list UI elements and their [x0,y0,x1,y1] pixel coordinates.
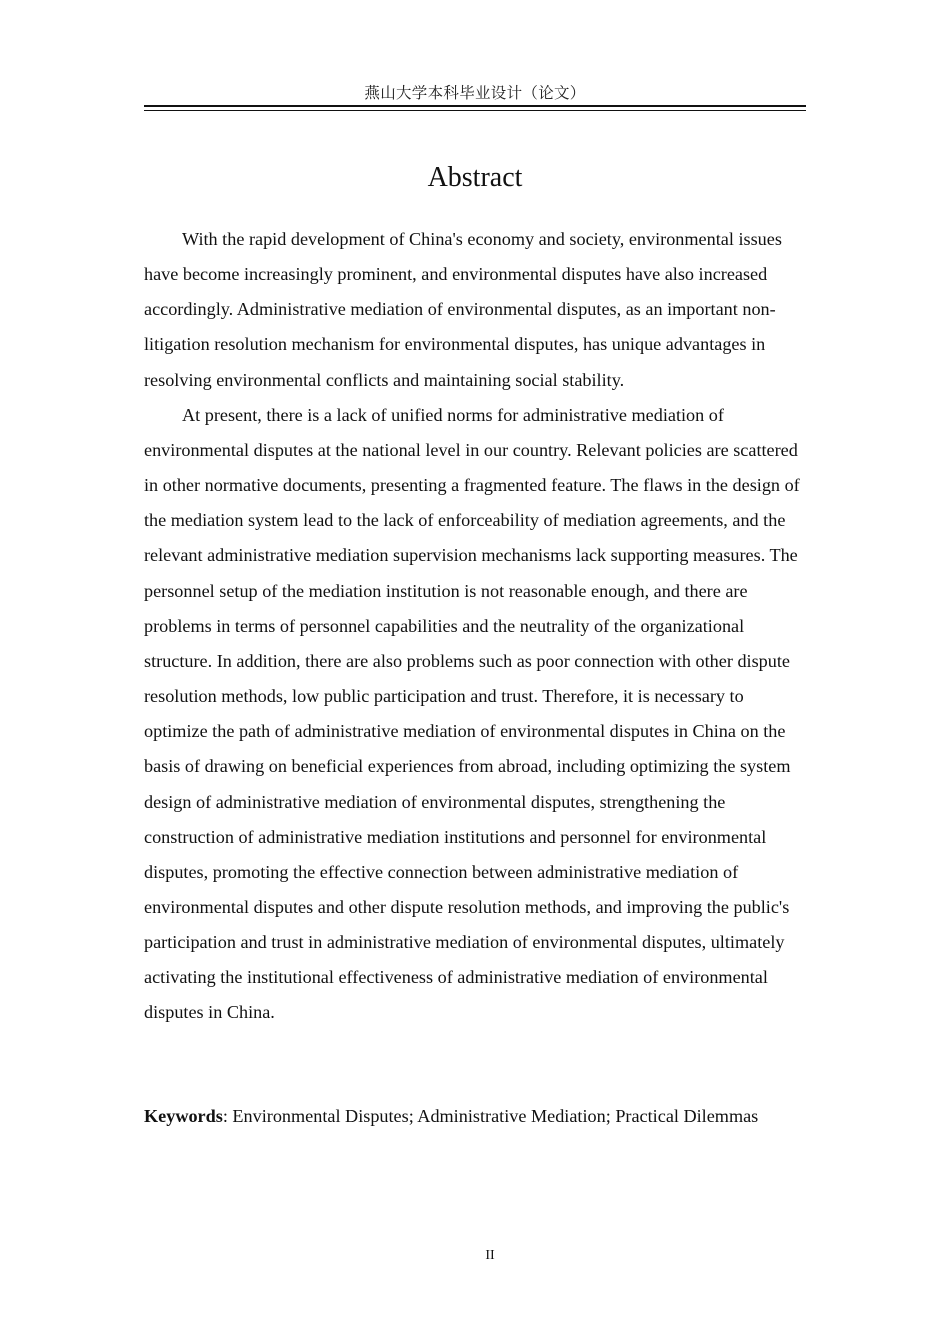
keywords-text: Environmental Disputes; Administrative Mediation; Practical Dilemmas [232,1106,759,1126]
abstract-body [144,222,806,1031]
header-rule-thin [144,110,806,111]
header-rule-thick [144,105,806,107]
keywords-separator: : [222,1106,233,1126]
page-header [144,84,806,110]
keywords-line [144,1099,806,1134]
page-number: II [485,1248,495,1263]
abstract-paragraph-2: At present, there is a lack of unified norms for administrative mediation of environmental disputes at the national level in our country. Relevant policies are scattered in other normative documents, presenting a fragmented feature. The flaws in the design of the mediation system lead to the lack of enforceability of mediation agreements, and the relevant administrative mediation supervision mechanisms lack supporting measures. The personnel setup of the mediation institution is not reasonable enough, and there are problems in terms of personnel capabilities and the neutrality of the organizational structure. In addition, there are also problems such as poor connection with other dispute resolution methods, low public participation and trust. Therefore, it is necessary to optimize the path of administrative mediation of environmental disputes in China on the basis of drawing on beneficial experiences from abroad, including optimizing the system design of administrative mediation of environmental disputes, strengthening the construction of administrative mediation institutions and personnel for environmental disputes, promoting the effective connection between administrative mediation of environmental disputes and other dispute resolution methods, and improving the public's participation and trust in administrative mediation of environmental disputes, ultimately activating the institutional effectiveness of administrative mediation of environmental disputes in China. [144,404,800,1023]
abstract-paragraph-1: With the rapid development of China's economy and society, environmental issues have become increasingly prominent, and environmental disputes have also increased accordingly. Administrative mediation of environmental disputes, as an important non-litigation resolution mechanism for environmental disputes, has unique advantages in resolving environmental conflicts and maintaining social stability. [144,229,782,390]
keywords-label: Keywords [144,1106,223,1126]
abstract-title: Abstract [427,162,523,193]
header-title: 燕山大学本科毕业设计（论文） [364,84,586,102]
